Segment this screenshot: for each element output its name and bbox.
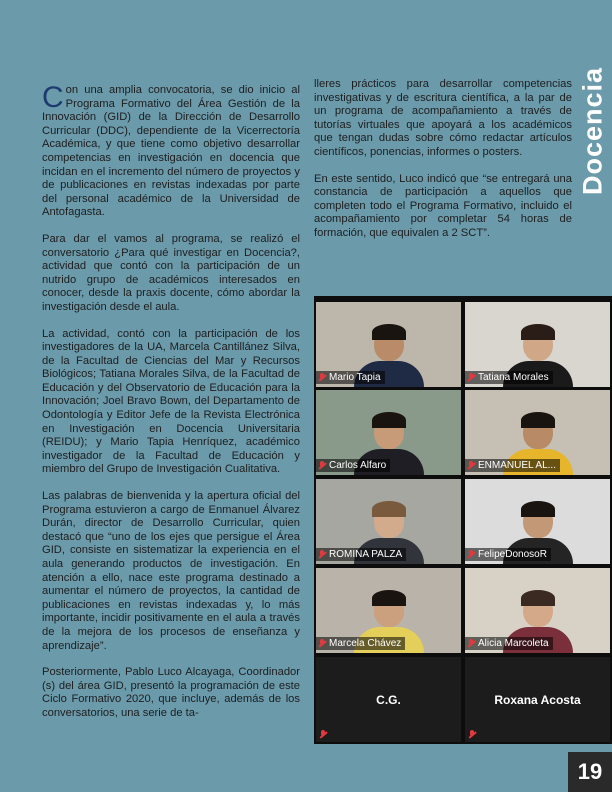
muted-mic-icon	[318, 461, 326, 470]
dropcap: C	[42, 81, 64, 114]
video-call-photo	[314, 296, 612, 744]
participant-name: Carlos Alfaro	[329, 460, 387, 471]
participant-tile	[316, 479, 461, 564]
muted-mic-icon	[318, 373, 326, 382]
paragraph-2: Para dar el vamos al programa, se realizó el conversatorio ¿Para qué investigar en Docencia?, actividad que contó con la participación de un nutrido grupo de académicos interesados en conocer, desde la praxis docente, cómo abordar la investigación desde el aula.	[42, 232, 300, 313]
muted-mic-icon	[318, 639, 326, 648]
participant-name-tag	[316, 637, 405, 650]
section-label: Docencia	[577, 66, 608, 196]
paragraph-1: Con una amplia convocatoria, se dio inicio al Programa Formativo del Área Gestión de la Innovación (GID) de la Dirección de Desarrollo Curricular (DDC), dependiente de la Vicerrectoría Académica, y que tiene como objetivo desarrollar competencias en investigación en docencia que incidan en el incremento del número de proyectos y de publicaciones en revistas indexadas por parte del personal académico de la Universidad de Antofagasta.	[42, 81, 300, 219]
participant-name: Mario Tapia	[329, 372, 381, 383]
muted-mic-icon	[318, 550, 326, 559]
participant-tile	[316, 390, 461, 475]
participant-name: C.G.	[376, 692, 401, 707]
muted-mic-icon	[467, 550, 475, 559]
participant-tile	[465, 568, 610, 653]
participant-name-tag	[316, 371, 385, 384]
participant-name: Alicia Marcoleta	[478, 638, 549, 649]
participant-name: Tatiana Morales	[478, 372, 549, 383]
muted-mic-icon	[467, 373, 475, 382]
participant-name: Marcela Chávez	[329, 638, 402, 649]
participant-name: ROMINA PALZA	[329, 549, 403, 560]
participant-tile	[465, 479, 610, 564]
page-number: 19	[568, 752, 612, 792]
participant-name: FelipeDonosoR	[478, 549, 547, 560]
participant-tile	[316, 568, 461, 653]
participant-name-tag	[316, 548, 406, 561]
right-column	[314, 78, 572, 254]
participant-name-tag	[465, 459, 560, 472]
participant-name-tile	[465, 657, 610, 742]
participant-tile	[465, 302, 610, 387]
participant-tile	[316, 302, 461, 387]
paragraph-7: En este sentido, Luco indicó que “se entregará una constancia de participación a aquellos que completen todo el Programa Formativo, incluido el acompañamiento por completar 54 horas de formación, que equivalen a 2 SCT”.	[314, 172, 572, 239]
paragraph-4: Las palabras de bienvenida y la apertura oficial del Programa estuvieron a cargo de Enmanuel Álvarez Durán, director de Desarrollo Curricular, quien destacó que “uno de los ejes que persigue el Área GID, consiste en sistematizar la experiencia en el aula generando productos de investigación. En atención a ello, nace este programa destinado a aumentar el número de proyectos, la cantidad de publicaciones en revistas indexadas y, lo más importante, incidir positivamente en el aula a través de la mejora de los procesos de enseñanza y aprendizaje”.	[42, 490, 300, 652]
participant-name-tag	[316, 459, 390, 472]
participant-name-tile	[316, 657, 461, 742]
paragraph-5: Posteriormente, Pablo Luco Alcayaga, Coordinador (s) del área GID, presentó la programación de este Ciclo Formativo 2020, que incluye, además de los conversatorios, una serie de ta-	[42, 666, 300, 719]
participant-name-tag	[465, 548, 551, 561]
muted-mic-icon	[468, 730, 476, 739]
participant-name-tag	[465, 637, 553, 650]
paragraph-6: lleres prácticos para desarrollar competencias investigativas y de escritura científica, a la par de un programa de acompañamiento a través de tutorías virtuales que apoyará a los académicos que tengan dudas sobre cómo redactar artículos científicos, ponencias, informes o posters.	[314, 78, 572, 158]
participant-name-tag	[465, 371, 553, 384]
muted-mic-icon	[467, 461, 475, 470]
left-column	[42, 81, 300, 734]
participant-name: ENMANUEL AL...	[478, 460, 556, 471]
participant-name: Roxana Acosta	[494, 692, 581, 707]
muted-mic-icon	[467, 639, 475, 648]
participant-tile	[465, 390, 610, 475]
muted-mic-icon	[319, 730, 327, 739]
paragraph-3: La actividad, contó con la participación de los investigadores de la UA, Marcela Cantillánez Silva, de la Facultad de Ciencias del Mar y Recursos Biológicos; Tatiana Morales Silva, de la Facultad de Educación y del Observatorio de Educación para la Innovación; Joel Bravo Bown, del Departamento de Odontología y Editor Jefe de la Revista Electrónica en Investigación en Docencia Universitaria (REIDU); y Mario Tapia Henríquez, académico investigador de la Facultad de Educación y miembro del Grupo de Investigación Cualitativa.	[42, 327, 300, 476]
